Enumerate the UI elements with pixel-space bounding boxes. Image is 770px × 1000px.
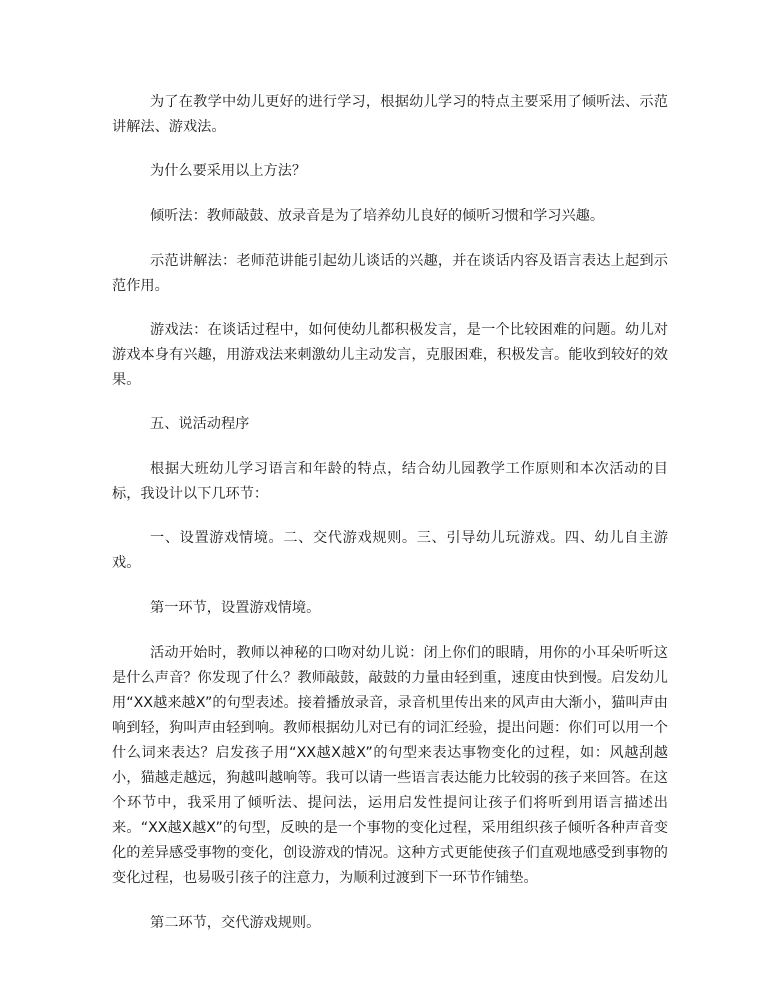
paragraph-demonstration-method: 示范讲解法：老师范讲能引起幼儿谈话的兴趣，并在谈话内容及语言表达上起到示范作用。: [112, 253, 668, 294]
paragraph-why-methods: 为什么要采用以上方法？: [150, 163, 307, 179]
paragraph-procedure-intro: 根据大班幼儿学习语言和年龄的特点，结合幼儿园教学工作原则和本次活动的目标，我设计以下几环节：: [112, 461, 668, 502]
paragraph-step-one-detail: 活动开始时，教师以神秘的口吻对幼儿说：闭上你们的眼睛，用你的小耳朵听听这是什么声音？你发现了什么？教师敲鼓，敲鼓的力量由轻到重，速度由快到慢。启发幼儿用“XX越来越X”的句型表述。接着播放录音，录音机里传出来的风声由大渐小，猫叫声由响到轻，狗叫声由轻到响。教师根据幼儿对已有的词汇经验，提出问题：你们可以用一个什么词来表达？启发孩子用“XX越X越X”的句型来表达事物变化的过程，如：风越刮越小，猫越走越远，狗越叫越响等。我可以请一些语言表达能力比较弱的孩子来回答。在这个环节中，我采用了倾听法、提问法，运用启发性提问让孩子们将听到用语言描述出来。“XX越X越X”的句型，反映的是一个事物的变化过程，采用组织孩子倾听各种声音变化的差异感受事物的变化，创设游戏的情况。这种方式更能使孩子们直观地感受到事物的变化过程，也易吸引孩子的注意力，为顺利过渡到下一环节作铺垫。: [112, 645, 668, 886]
paragraph-methods-intro: 为了在教学中幼儿更好的进行学习，根据幼儿学习的特点主要采用了倾听法、示范讲解法、游戏法。: [112, 94, 668, 135]
section-heading-activity-procedure: 五、说活动程序: [150, 416, 250, 432]
paragraph-game-method: 游戏法：在谈话过程中，如何使幼儿都积极发言，是一个比较困难的问题。幼儿对游戏本身有兴趣，用游戏法来刺激幼儿主动发言，克服困难，积极发言。能收到较好的效果。: [112, 322, 668, 388]
document-page: [112, 90, 668, 936]
heading-step-two: 第二环节，交代游戏规则。: [150, 915, 321, 931]
paragraph-procedure-steps: 一、设置游戏情境。二、交代游戏规则。三、引导幼儿玩游戏。四、幼儿自主游戏。: [112, 530, 668, 571]
heading-step-one: 第一环节，设置游戏情境。: [150, 600, 321, 616]
paragraph-listening-method: 倾听法：教师敲鼓、放录音是为了培养幼儿良好的倾听习惯和学习兴趣。: [150, 208, 605, 224]
